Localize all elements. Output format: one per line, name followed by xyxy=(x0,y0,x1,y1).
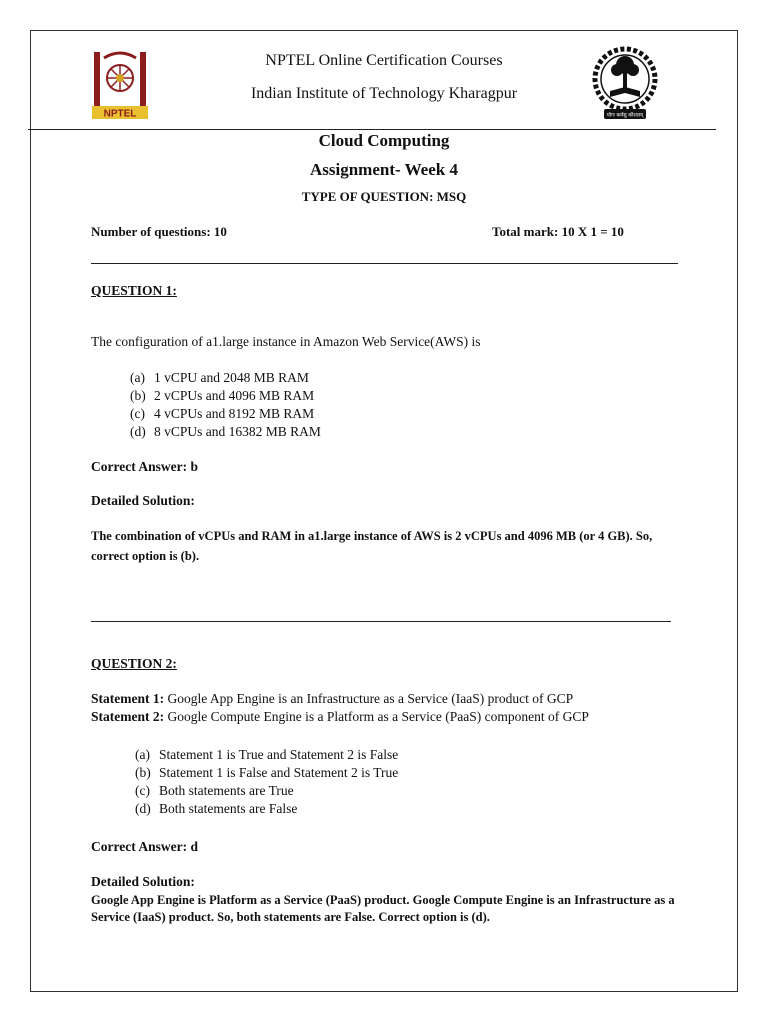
question-1-options xyxy=(130,369,321,441)
option: (c) Both statements are True xyxy=(135,783,294,798)
seal-motto: योगः कर्मसु कौशलम् xyxy=(606,112,644,119)
assignment-title: Assignment- Week 4 xyxy=(310,160,458,179)
question-1-heading: QUESTION 1: xyxy=(91,283,177,298)
option: (a) Statement 1 is True and Statement 2 is False xyxy=(135,747,399,762)
question-1-prompt: The configuration of a1.large instance in Amazon Web Service(AWS) is xyxy=(91,334,481,349)
question-1-answer: Correct Answer: b xyxy=(91,459,198,474)
num-questions-value: : 10 xyxy=(206,224,227,239)
question-2-heading: QUESTION 2: xyxy=(91,656,177,671)
divider xyxy=(91,621,671,622)
statement-2: Statement 2: Google Compute Engine is a Platform as a Service (PaaS) component of GCP xyxy=(91,709,589,724)
course-title: Cloud Computing xyxy=(318,131,450,150)
statement-1: Statement 1: Google App Engine is an Infrastructure as a Service (IaaS) product of GCP xyxy=(91,691,574,706)
num-questions-label: Number of questions xyxy=(91,224,207,239)
header-rule xyxy=(28,129,716,130)
option: (a) 1 vCPU and 2048 MB RAM xyxy=(130,370,309,385)
question-2-options xyxy=(135,746,398,818)
header-line1: NPTEL Online Certification Courses xyxy=(265,52,503,69)
option: (b) Statement 1 is False and Statement 2 is True xyxy=(135,765,399,780)
question-2-answer: Correct Answer: d xyxy=(91,839,198,854)
option: (d) Both statements are False xyxy=(135,801,298,816)
total-mark: Total mark: 10 X 1 = 10 xyxy=(492,224,624,239)
question-2-solution-label: Detailed Solution: xyxy=(91,874,195,889)
question-1-solution-label: Detailed Solution: xyxy=(91,493,195,508)
number-of-questions xyxy=(91,224,227,240)
divider xyxy=(91,263,678,264)
question-1-solution: The combination of vCPUs and RAM in a1.large instance of AWS is 2 vCPUs and 4096 MB (or 4 GB). So, correct option is (b). xyxy=(91,529,653,563)
nptel-logo-text: NPTEL xyxy=(103,108,137,120)
question-2-solution: Google App Engine is Platform as a Service (PaaS) product. Google Compute Engine is an Infrastructure as a Service (IaaS) product. So, both statements are False. Correct option is (d). xyxy=(91,893,675,924)
header-line2: Indian Institute of Technology Kharagpur xyxy=(250,85,518,102)
option: (d) 8 vCPUs and 16382 MB RAM xyxy=(130,424,321,439)
option: (b) 2 vCPUs and 4096 MB RAM xyxy=(130,388,315,403)
question-type: TYPE OF QUESTION: MSQ xyxy=(301,189,467,204)
option: (c) 4 vCPUs and 8192 MB RAM xyxy=(130,406,315,421)
